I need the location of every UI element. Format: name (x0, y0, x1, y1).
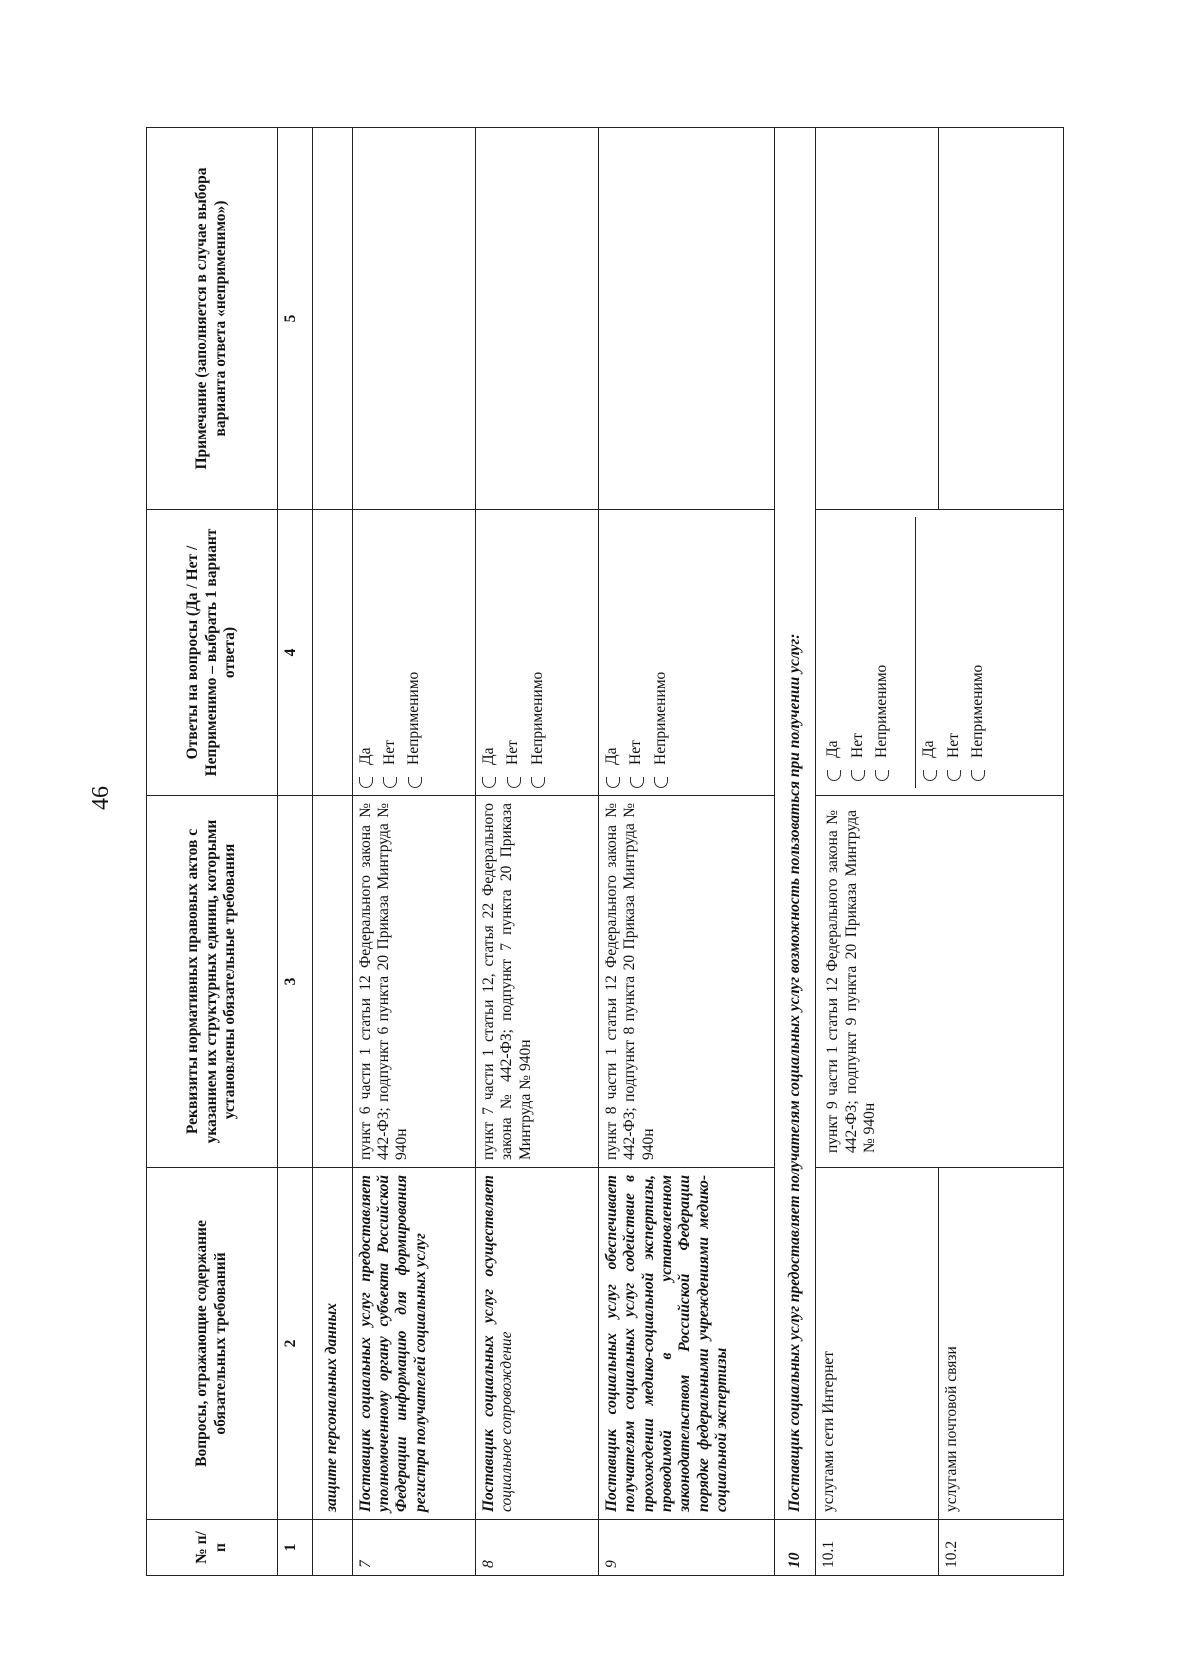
answer-yes[interactable]: Да (824, 524, 842, 781)
row-number: 8 (475, 1520, 598, 1576)
radio-icon[interactable] (531, 777, 545, 788)
radio-icon[interactable] (947, 770, 961, 781)
rotated-page-content (146, 128, 1064, 1576)
question-cell (352, 1168, 475, 1520)
note-cell[interactable] (599, 128, 774, 510)
header-col2: Вопросы, отражающие содержание обязательных требований (147, 1168, 278, 1520)
question-cell (599, 1168, 774, 1520)
header-col1: № п/п (147, 1520, 278, 1576)
answer-group-10-1 (820, 517, 916, 788)
answer-yes[interactable]: Да (920, 524, 938, 781)
answer-na[interactable]: Неприменимо (873, 524, 891, 781)
radio-icon[interactable] (408, 777, 422, 788)
section-heading (774, 128, 816, 1520)
radio-icon[interactable] (923, 770, 937, 781)
answer-na[interactable]: Неприменимо (405, 517, 423, 788)
continuation-text: защите персональных данных (313, 1168, 353, 1520)
answer-na[interactable]: Неприменимо (969, 524, 987, 781)
question-cell: услугами сети Интернет (816, 1168, 938, 1520)
question-cell (475, 1168, 598, 1520)
radio-icon[interactable] (383, 777, 397, 788)
radio-icon[interactable] (851, 770, 865, 781)
answer-na[interactable]: Неприменимо (529, 517, 547, 788)
question-text: социальное сопровождение (498, 1331, 516, 1512)
requirements-table (146, 127, 1064, 1576)
answer-cell (352, 510, 475, 796)
row-number: 9 (599, 1520, 774, 1576)
radio-icon[interactable] (359, 777, 373, 788)
row-number: 7 (352, 1520, 475, 1576)
question-text: уполномоченному органу субъекта Российской Федерации информацию для формирования регистра получателей социальных услуг (375, 1175, 429, 1512)
answer-group-10-2 (916, 517, 1024, 788)
column-number-row (277, 128, 313, 1576)
col-number: 4 (277, 510, 313, 796)
radio-icon[interactable] (827, 770, 841, 781)
answer-yes[interactable]: Да (603, 517, 621, 788)
question-cell: услугами почтовой связи (938, 1168, 1063, 1520)
header-col5: Примечание (заполняется в случае выбора варианта ответа «неприменимо») (147, 128, 278, 510)
radio-icon[interactable] (606, 777, 620, 788)
note-cell[interactable] (475, 128, 598, 510)
radio-icon[interactable] (654, 777, 668, 788)
question-bold: Поставщик социальных услуг обеспечивает (603, 1175, 621, 1512)
answer-no[interactable]: Нет (849, 524, 867, 781)
continuation-row (313, 128, 353, 1576)
answer-cell (816, 510, 1064, 796)
answer-no[interactable]: Нет (381, 517, 399, 788)
answer-no[interactable]: Нет (945, 524, 963, 781)
answer-no[interactable]: Нет (504, 517, 522, 788)
question-text: получателям социальных услуг содействие в прохождении медико-социальной экспертизы, проводимой в установленном законодательством Российской Федерации порядке федеральными учреждениями медико-социальной экспертизы (621, 1175, 730, 1512)
table-row (816, 128, 938, 1576)
question-bold: Поставщик социальных услуг предоставляет (356, 1175, 374, 1512)
question-bold: Поставщик социальных услуг осуществляет (479, 1175, 497, 1512)
requisites-text: пункт 9 части 1 статьи 12 Федерального закона № 442-ФЗ; подпункт 9 пункта 20 Приказа Минтруда № 940н (824, 810, 878, 1153)
header-row (147, 128, 278, 1576)
radio-icon[interactable] (507, 777, 521, 788)
col-number: 1 (277, 1520, 313, 1576)
answer-cell (599, 510, 774, 796)
section-row (774, 128, 816, 1576)
note-cell[interactable] (816, 128, 938, 510)
row-number: 10.2 (938, 1520, 1063, 1576)
answer-yes[interactable]: Да (480, 517, 498, 788)
radio-icon[interactable] (630, 777, 644, 788)
radio-icon[interactable] (875, 770, 889, 781)
page-number: 46 (88, 786, 114, 810)
requisites-cell (816, 796, 1064, 1168)
header-col4: Ответы на вопросы (Да / Нет / Неприменимо – выбрать 1 вариант ответа) (147, 510, 278, 796)
table-row (475, 128, 598, 1576)
requisites-cell: пункт 8 части 1 статьи 12 Федерального закона № 442-ФЗ; подпункт 8 пункта 20 Приказа Минтруда № 940н (599, 796, 774, 1168)
answer-cell (475, 510, 598, 796)
col-number: 3 (277, 796, 313, 1168)
col-number: 2 (277, 1168, 313, 1520)
radio-icon[interactable] (482, 777, 496, 788)
row-number: 10.1 (816, 1520, 938, 1576)
requisites-cell: пункт 6 части 1 статьи 12 Федерального закона № 442-ФЗ; подпункт 6 пункта 20 Приказа Минтруда № 940н (352, 796, 475, 1168)
table-row (352, 128, 475, 1576)
note-cell[interactable] (938, 128, 1063, 510)
table-row (599, 128, 774, 1576)
section-heading-text: получателям социальных услуг возможность пользоваться при получении услуг: (785, 633, 803, 1192)
note-cell[interactable] (352, 128, 475, 510)
section-heading-bold: Поставщик социальных услуг предоставляет (785, 1195, 803, 1512)
answer-no[interactable]: Нет (627, 517, 645, 788)
header-col3: Реквизиты нормативных правовых актов с указанием их структурных единиц, которыми установлены обязательные требования (147, 796, 278, 1168)
row-number: 10 (774, 1520, 816, 1576)
answer-yes[interactable]: Да (357, 517, 375, 788)
requisites-cell: пункт 7 части 1 статьи 12, статья 22 Федерального закона № 442-ФЗ; подпункт 7 пункта 20 Приказа Минтруда № 940н (475, 796, 598, 1168)
radio-icon[interactable] (971, 770, 985, 781)
col-number: 5 (277, 128, 313, 510)
answer-na[interactable]: Неприменимо (652, 517, 670, 788)
